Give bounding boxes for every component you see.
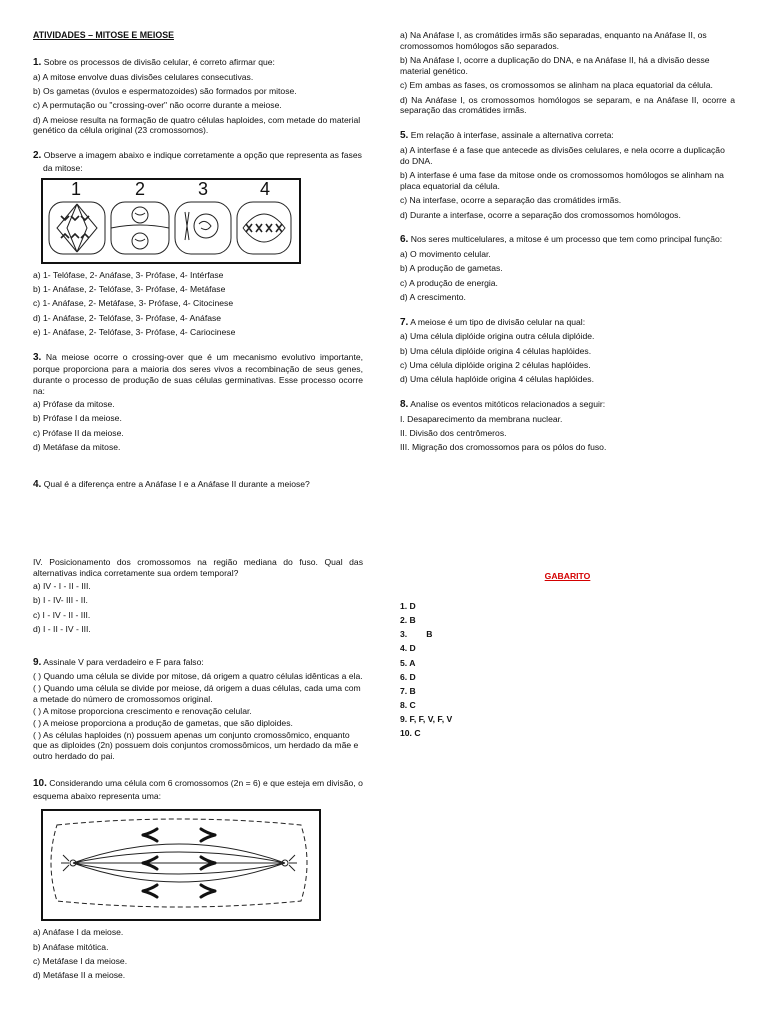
- right-column: [400, 30, 735, 742]
- option-c: c) Na interfase, ocorre a separação das cromátides irmãs.: [400, 195, 622, 206]
- question-6: [400, 234, 735, 302]
- question-7: [400, 317, 735, 385]
- option-a: a) Uma célula diplóide origina outra célula diplóide.: [400, 331, 595, 342]
- question-9: [33, 657, 363, 762]
- option-c: c) Metáfase I da meiose.: [33, 956, 128, 967]
- option-b: b) Prófase I da meiose.: [33, 413, 122, 424]
- question-number: 3.: [33, 351, 42, 363]
- cell-4-outline: [237, 202, 291, 254]
- figure-label-2: 2: [135, 178, 146, 199]
- cell-division-figure: [41, 809, 321, 921]
- aster-right: [289, 855, 297, 871]
- option-b: b) I - IV- III - II.: [33, 595, 88, 606]
- figure-label-3: 3: [198, 178, 209, 199]
- option-e: e) 1- Anáfase, 2- Telófase, 3- Prófase, 4- Cariocinese: [33, 327, 236, 338]
- question-stem: Na meiose ocorre o crossing-over que é um mecanismo evolutivo importante, porque proporciona para a maioria dos seres vivos a recombinação de seus genes, durante o processo de produção de suas células germinativas. Esse processo ocorre na:: [33, 351, 363, 397]
- question-stem: IV. Posicionamento dos cromossomos na região mediana do fuso. Qual das alternativas indica corretamente sua ordem temporal?: [33, 557, 363, 579]
- question-8-continuation: [33, 557, 363, 634]
- option-b: b) Anáfase mitótica.: [33, 941, 109, 952]
- option-a: a) Anáfase I da meiose.: [33, 927, 124, 938]
- aster-left: [61, 855, 69, 871]
- option-c: c) A produção de energia.: [400, 277, 498, 288]
- option-a: a) Na Anáfase I, as cromátides irmãs são separadas, enquanto na Anáfase II, os cromossomos homólogos são separados.: [400, 30, 707, 51]
- option-c: c) Uma célula diplóide origina 2 células haplóides.: [400, 360, 591, 371]
- cell-2-outline: [111, 202, 169, 254]
- cell-3-centriole: [185, 212, 189, 240]
- answer-item: 2. B: [400, 615, 416, 626]
- question-3: [33, 352, 363, 453]
- question-number: 1.: [33, 57, 42, 69]
- cell-division-drawing: [43, 811, 315, 915]
- question-2: [33, 150, 363, 338]
- option-d: d) Metáfase II a meiose.: [33, 970, 126, 981]
- question-stem: Assinale V para verdadeiro e F para falso:: [41, 656, 204, 667]
- option-b: b) Na Anáfase I, ocorre a duplicação do DNA, e na Anáfase II, há a divisão desse material genético.: [400, 55, 710, 76]
- question-10: [33, 778, 363, 981]
- option-a: a) O movimento celular.: [400, 248, 491, 259]
- option-a: a) A mitose envolve duas divisões celulares consecutivas.: [33, 71, 254, 82]
- option-c: c) A permutação ou "crossing-over" não ocorre durante a meiose.: [33, 100, 282, 111]
- question-1: [33, 57, 363, 136]
- chromosome-right-3: [201, 885, 215, 897]
- question-stem: Considerando uma célula com 6 cromossomos (2n = 6) e que esteja em divisão, o esquema abaixo representa uma:: [33, 778, 363, 801]
- option-b: b) A produção de gametas.: [400, 263, 503, 274]
- answer-item: 4. D: [400, 643, 416, 654]
- answer-item: 9. F, F, V, F, V: [400, 714, 453, 725]
- question-4: [33, 479, 363, 492]
- event-item: I. Desaparecimento da membrana nuclear.: [400, 413, 563, 424]
- option-a: a) A interfase é a fase que antecede as divisões celulares, e nela ocorre a duplicação do DNA.: [400, 144, 725, 166]
- option-d: d) A meiose resulta na formação de quatro células haploides, com metade do material genético da célula original (23 cromossomos).: [33, 114, 361, 136]
- option-d: d) Metáfase da mitose.: [33, 441, 121, 452]
- option-c: c) Em ambas as fases, os cromossomos se alinham na placa equatorial da célula.: [400, 80, 713, 91]
- cell-3-outline: [175, 202, 231, 254]
- question-number: 8.: [400, 399, 409, 411]
- answer-item: 7. B: [400, 685, 416, 696]
- question-5: [400, 130, 735, 220]
- event-item: II. Divisão dos centrômeros.: [400, 428, 507, 439]
- option-a: a) 1- Telófase, 2- Anáfase, 3- Prófase, 4- Intérfase: [33, 269, 224, 280]
- cell-1-spindle: [57, 204, 97, 252]
- figure-label-4: 4: [260, 178, 271, 199]
- answer-key-title: GABARITO: [544, 571, 591, 582]
- mitosis-phases-drawing: [43, 180, 295, 258]
- chromosome-right-1: [201, 829, 215, 841]
- answer-item: 8. C: [400, 699, 416, 710]
- chromosome-left-1: [143, 829, 157, 841]
- cell-2-cleavage: [111, 225, 169, 228]
- question-stem: Sobre os processos de divisão celular, é correto afirmar que:: [41, 57, 275, 68]
- cell-3-chromatin: [199, 221, 211, 229]
- option-d: d) Durante a interfase, ocorre a separação dos cromossomos homólogos.: [400, 209, 681, 220]
- question-stem: Analise os eventos mitóticos relacionados a seguir:: [408, 399, 606, 410]
- true-false-item: ( ) As células haploides (n) possuem apenas um conjunto cromossômico, enquanto que as diploides (2n) possuem dois conjuntos cromossômicos, um herdado da mãe e outro herdado do pai.: [33, 729, 359, 762]
- cell-2-chromatin: [135, 213, 145, 241]
- true-false-item: ( ) Quando uma célula se divide por meiose, dá origem a duas células, cada uma com a metade do número de cromossomos original.: [33, 683, 361, 705]
- event-item: III. Migração dos cromossomos para os pólos do fuso.: [400, 442, 607, 453]
- true-false-item: ( ) A mitose proporciona crescimento e renovação celular.: [33, 705, 252, 716]
- option-c: c) I - IV - II - III.: [33, 609, 91, 620]
- option-c: c) Prófase II da meiose.: [33, 427, 124, 438]
- question-stem: Qual é a diferença entre a Anáfase I e a Anáfase II durante a meiose?: [41, 478, 310, 489]
- option-a: a) IV - I - II - III.: [33, 581, 91, 592]
- left-column: [33, 30, 363, 985]
- answer-key: [400, 571, 735, 739]
- option-a: a) Prófase da mitose.: [33, 398, 115, 409]
- option-d: d) A crescimento.: [400, 291, 466, 302]
- answer-item: 1. D: [400, 601, 416, 612]
- option-b: b) Uma célula diplóide origina 4 células haplóides.: [400, 345, 592, 356]
- option-b: b) Os gametas (óvulos e espermatozoides) são formados por mitose.: [33, 86, 297, 96]
- figure-label-1: 1: [71, 178, 82, 199]
- page-title: ATIVIDADES – MITOSE E MEIOSE: [33, 30, 174, 40]
- question-number: 2.: [33, 150, 42, 162]
- true-false-item: ( ) Quando uma célula se divide por mitose, dá origem a quatro células idênticas a ela.: [33, 671, 363, 682]
- question-number: 10.: [33, 778, 47, 790]
- question-number: 7.: [400, 316, 409, 328]
- question-stem: A meiose é um tipo de divisão celular na qual:: [408, 316, 586, 327]
- option-d: d) I - II - IV - III.: [33, 624, 91, 634]
- question-4-options: [400, 30, 735, 116]
- answer-item: 3. B: [400, 629, 433, 640]
- option-d: d) Na Anáfase I, os cromossomos homólogos se separam, e na Anáfase II, ocorre a separação das cromátides irmãs.: [400, 94, 735, 116]
- question-number: 5.: [400, 130, 409, 142]
- cell-1-chromosomes: [61, 216, 89, 238]
- true-false-item: ( ) A meiose proporciona a produção de gametas, que são diploides.: [33, 717, 293, 728]
- option-c: c) 1- Anáfase, 2- Metáfase, 3- Prófase, 4- Citocinese: [33, 298, 234, 309]
- chromosome-left-3: [143, 885, 157, 897]
- question-stem: Nos seres multicelulares, a mitose é um processo que tem como principal função:: [408, 234, 723, 245]
- option-b: b) A interfase é uma fase da mitose onde os cromossomos homólogos se alinham na placa equatorial da célula.: [400, 170, 724, 191]
- option-b: b) 1- Anáfase, 2- Telófase, 3- Prófase, 4- Metáfase: [33, 284, 226, 295]
- question-number: 6.: [400, 234, 409, 246]
- cell-4-chromosomes: [246, 224, 282, 232]
- mitosis-phases-figure: [41, 178, 301, 264]
- question-stem: Observe a imagem abaixo e indique corretamente a opção que representa as fases da mitose:: [41, 150, 362, 173]
- option-d: d) 1- Anáfase, 2- Telófase, 3- Prófase, 4- Anáfase: [33, 312, 222, 323]
- question-number: 9.: [33, 656, 42, 668]
- answer-item: 6. D: [400, 671, 416, 682]
- option-d: d) Uma célula haplóide origina 4 células haplóides.: [400, 374, 594, 385]
- answer-item: 10. C: [400, 728, 421, 739]
- question-number: 4.: [33, 478, 42, 490]
- question-8: [400, 399, 735, 453]
- answer-item: 5. A: [400, 657, 416, 668]
- cell-3-nucleus: [194, 214, 218, 238]
- spindle-fibers: [73, 844, 285, 882]
- question-stem: Em relação à interfase, assinale a alternativa correta:: [408, 130, 614, 141]
